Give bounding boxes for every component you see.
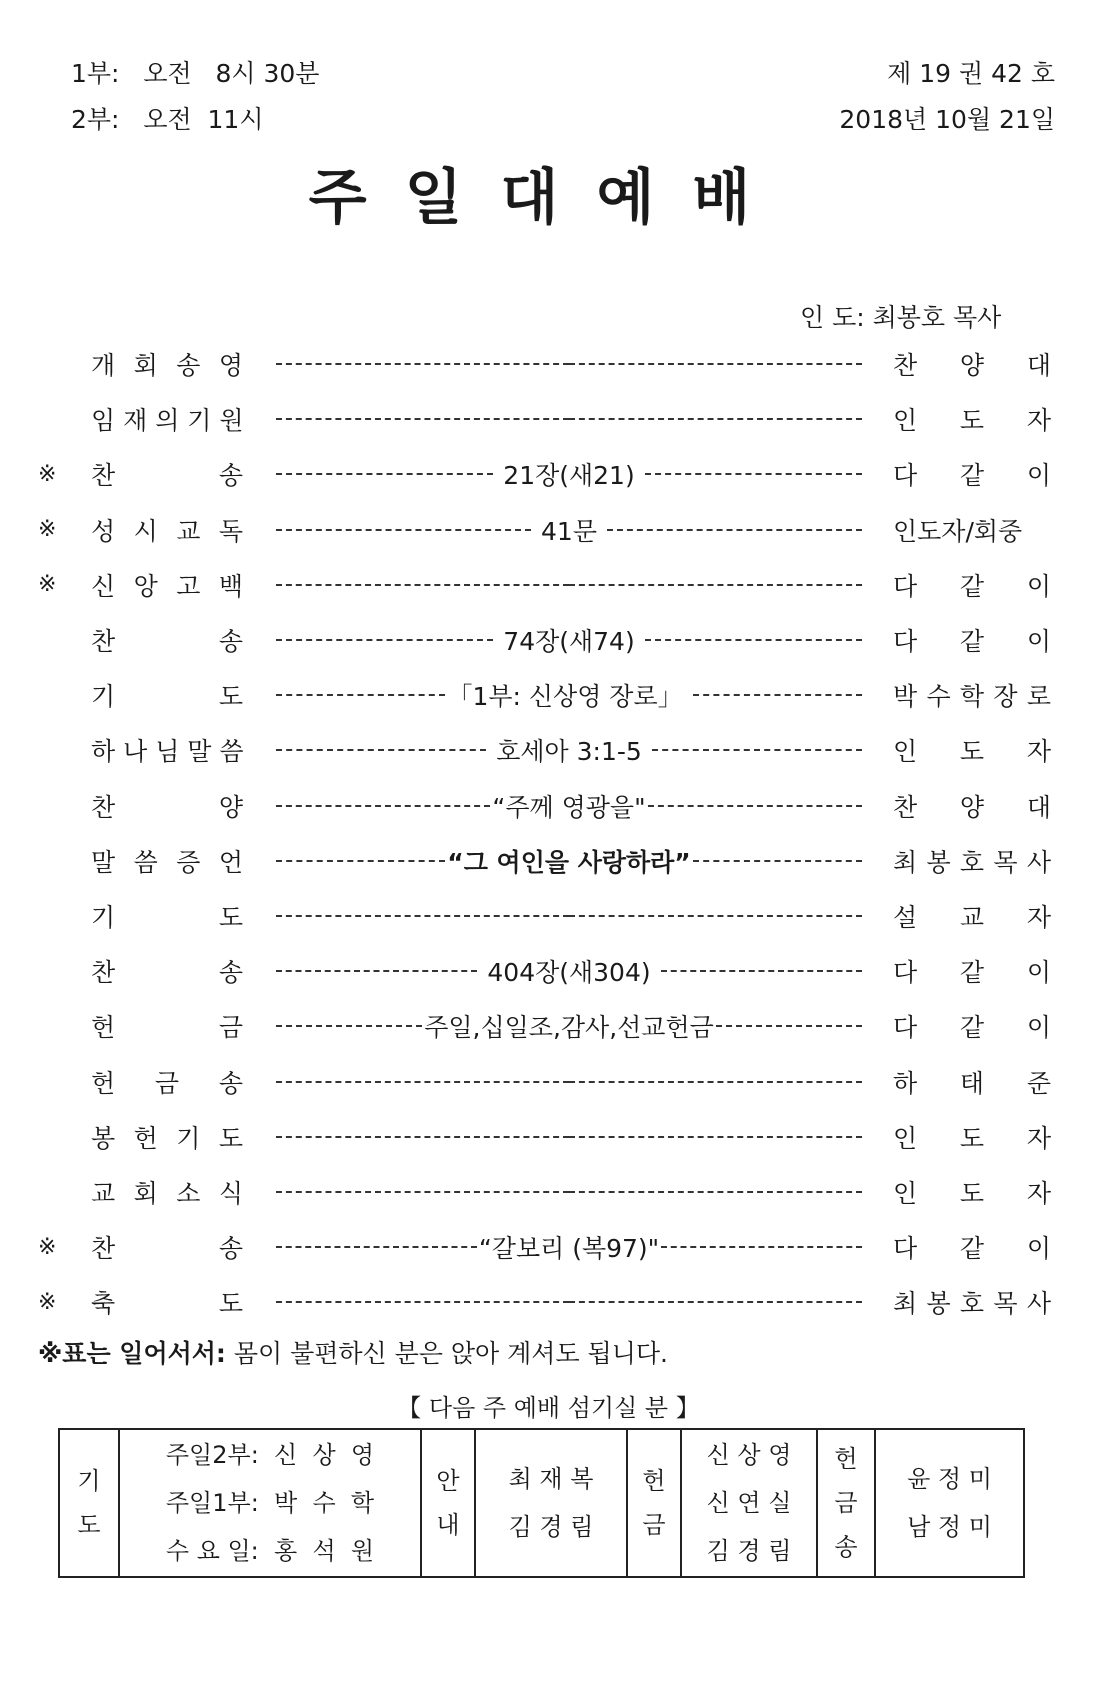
offering-servers: 신 상 영 신 연 실 김 경 림 xyxy=(681,1429,817,1577)
order-row xyxy=(0,675,1097,715)
leader-dashes xyxy=(276,512,862,548)
order-item-performer: 다 같 이 xyxy=(893,1234,1051,1264)
order-item-label: 봉 헌 기 도 xyxy=(91,1123,243,1153)
volume-number: 제 19 권 42 호 xyxy=(887,59,1055,88)
order-row xyxy=(0,454,1097,494)
service-time-2: 2부: 오전 11시 xyxy=(71,105,264,134)
order-row xyxy=(0,1006,1097,1046)
leader-dashes xyxy=(276,1081,862,1083)
order-item-performer: 찬 양 대 xyxy=(893,351,1051,380)
leader-dashes xyxy=(276,788,862,824)
leader-dashes xyxy=(276,1229,862,1265)
order-item-label: 찬 송 xyxy=(91,627,243,656)
order-item-performer: 다 같 이 xyxy=(893,461,1051,491)
standing-mark: ※ xyxy=(38,1289,57,1315)
order-row xyxy=(0,1062,1097,1102)
order-item-detail: 「1부: 신상영 장로」 xyxy=(447,682,691,712)
leader-dashes xyxy=(276,953,862,989)
order-row xyxy=(0,841,1097,881)
service-time-1: 1부: 오전 8시 30분 xyxy=(71,59,320,88)
order-row xyxy=(0,620,1097,660)
order-item-label: 기 도 xyxy=(91,682,243,712)
order-item-label: 축 도 xyxy=(91,1289,243,1319)
order-row xyxy=(0,510,1097,550)
order-item-performer: 최 봉 호 목 사 xyxy=(893,847,1051,877)
page-title: 주일대예배 xyxy=(308,163,789,233)
order-item-performer: 다 같 이 xyxy=(893,627,1051,656)
leader-dashes xyxy=(276,456,862,492)
order-item-performer: 박 수 학 장 로 xyxy=(893,682,1051,712)
order-item-label: 임 재 의 기 원 xyxy=(91,406,244,436)
order-row xyxy=(0,565,1097,605)
standing-mark: ※ xyxy=(38,461,57,487)
standing-mark: ※ xyxy=(38,1234,57,1260)
order-item-performer: 설 교 자 xyxy=(893,903,1051,932)
ushers: 최 재 복 김 경 림 xyxy=(475,1429,627,1577)
order-row xyxy=(0,786,1097,826)
leader-dashes xyxy=(276,1008,862,1044)
order-row xyxy=(0,1282,1097,1322)
order-item-performer: 인 도 자 xyxy=(893,406,1051,436)
order-item-label: 헌 금 송 xyxy=(91,1068,243,1098)
next-week-servers-table xyxy=(58,1428,1025,1578)
leader-dashes xyxy=(276,622,862,658)
order-item-label: 찬 양 xyxy=(91,792,243,822)
leader-dashes xyxy=(276,1301,862,1303)
leader-dashes xyxy=(276,1136,862,1138)
order-row xyxy=(0,1117,1097,1157)
order-item-detail: 호세아 3:1-5 xyxy=(488,737,650,767)
leader-dashes xyxy=(276,584,862,586)
offertory-label: 헌 금 송 xyxy=(817,1429,875,1577)
prayer-assignments: 주일2부: 신 상 영 주일1부: 박 수 학 수 요 일: 홍 석 원 xyxy=(119,1429,421,1577)
prayer-label: 기 도 xyxy=(59,1429,119,1577)
order-item-performer: 인도자/회중 xyxy=(893,516,1023,546)
order-item-detail: 21장(새21) xyxy=(495,461,643,491)
standing-note xyxy=(38,1334,668,1370)
order-item-label: 하 나 님 말 씀 xyxy=(91,737,244,767)
standing-note-text: 몸이 불편하신 분은 앉아 계셔도 됩니다. xyxy=(225,1339,668,1368)
order-item-performer: 다 같 이 xyxy=(893,571,1051,601)
next-week-caption: 【 다음 주 예배 섬기실 분 】 xyxy=(397,1394,700,1422)
order-row xyxy=(0,951,1097,991)
worship-leader: 인 도: 최봉호 목사 xyxy=(800,303,1002,332)
order-item-detail: 74장(새74) xyxy=(495,627,643,656)
leader-dashes xyxy=(276,1191,862,1193)
order-row xyxy=(0,344,1097,384)
order-item-performer: 최 봉 호 목 사 xyxy=(893,1289,1051,1319)
offering-label: 헌 금 xyxy=(627,1429,681,1577)
order-item-label: 찬 송 xyxy=(91,461,243,491)
order-item-performer: 찬 양 대 xyxy=(893,792,1051,822)
standing-mark: ※ xyxy=(38,517,57,543)
leader-dashes xyxy=(276,843,862,879)
order-item-label: 교 회 소 식 xyxy=(91,1179,243,1208)
usher-label: 안 내 xyxy=(421,1429,475,1577)
order-item-label: 신 앙 고 백 xyxy=(91,571,243,601)
standing-note-label: ※표는 일어서서: xyxy=(38,1339,226,1368)
order-item-label: 기 도 xyxy=(91,903,243,932)
order-item-detail: 404장(새304) xyxy=(479,958,659,988)
order-item-detail: “갈보리 (복97)" xyxy=(478,1234,660,1264)
order-row xyxy=(0,1227,1097,1267)
standing-mark: ※ xyxy=(38,572,57,598)
order-item-detail: 주일,십일조,감사,선교헌금 xyxy=(424,1013,714,1043)
order-item-detail: “그 여인을 사랑하라” xyxy=(447,847,691,877)
leader-dashes xyxy=(276,677,862,713)
leader-dashes xyxy=(276,915,862,917)
bulletin-date: 2018년 10월 21일 xyxy=(839,105,1055,134)
order-row xyxy=(0,896,1097,936)
order-item-label: 성 시 교 독 xyxy=(91,516,243,546)
order-item-label: 헌 금 xyxy=(91,1013,243,1043)
offertory-singers: 윤 정 미 남 정 미 xyxy=(875,1429,1024,1577)
order-item-label: 말 씀 증 언 xyxy=(91,847,243,877)
order-item-performer: 하 태 준 xyxy=(893,1068,1051,1098)
order-item-detail: “주께 영광을" xyxy=(492,792,646,822)
order-item-performer: 인 도 자 xyxy=(893,1179,1051,1208)
order-item-performer: 다 같 이 xyxy=(893,958,1051,988)
leader-dashes xyxy=(276,732,862,768)
order-row xyxy=(0,730,1097,770)
order-item-label: 개 회 송 영 xyxy=(91,351,243,380)
order-item-detail: 41문 xyxy=(533,516,605,546)
leader-dashes xyxy=(276,363,862,365)
leader-dashes xyxy=(276,418,862,420)
order-item-performer: 다 같 이 xyxy=(893,1013,1051,1043)
order-item-performer: 인 도 자 xyxy=(893,1123,1051,1153)
order-row xyxy=(0,1172,1097,1212)
order-item-performer: 인 도 자 xyxy=(893,737,1051,767)
order-item-label: 찬 송 xyxy=(91,1234,243,1264)
order-row xyxy=(0,399,1097,439)
order-item-label: 찬 송 xyxy=(91,958,243,988)
